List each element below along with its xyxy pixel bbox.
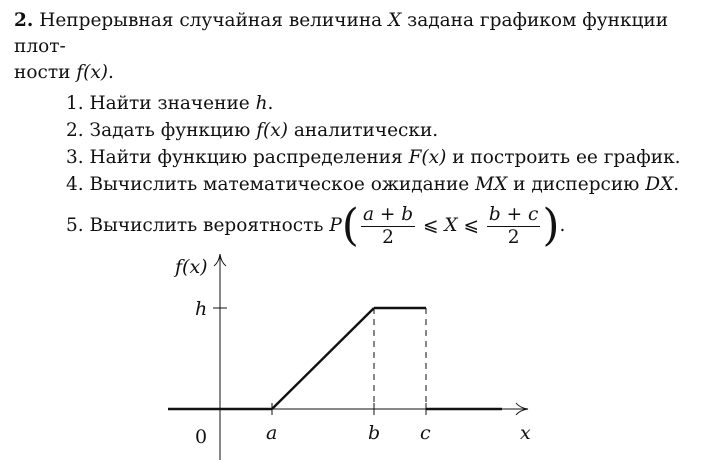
item-num: 2. xyxy=(66,120,84,141)
frac1-denominator: 2 xyxy=(361,226,415,249)
statement-suffix: . xyxy=(108,62,114,83)
prob-X: X xyxy=(444,215,458,236)
item-math2: DX xyxy=(645,174,674,195)
item-after: . xyxy=(559,215,566,236)
item-math: f(x) xyxy=(256,120,288,141)
x-axis-label: x xyxy=(520,422,531,444)
prob-P: P xyxy=(329,215,342,236)
item-text: Найти значение xyxy=(89,93,250,114)
statement-part1: Непрерывная случайная величина xyxy=(39,10,383,31)
item-text: Задать функцию xyxy=(89,120,251,141)
item-text: Вычислить вероятность xyxy=(89,215,324,236)
item-math: F(x) xyxy=(408,147,447,168)
item-num: 4. xyxy=(66,174,84,195)
x-label-c: c xyxy=(420,422,431,444)
statement-line2-prefix: ности xyxy=(14,62,71,83)
statement-f: f(x) xyxy=(76,62,109,83)
var-X: X xyxy=(388,10,402,31)
item-num: 3. xyxy=(66,147,84,168)
item-mid: и дисперсию xyxy=(513,174,640,195)
item-num: 5. xyxy=(66,215,84,236)
item-math: h xyxy=(255,93,268,114)
item-math: MX xyxy=(475,174,508,195)
item-num: 1. xyxy=(66,93,84,114)
item-after: и построить ее график. xyxy=(452,147,681,168)
rel2: ⩽ xyxy=(463,215,479,236)
item-after: . xyxy=(267,93,274,114)
frac2-denominator: 2 xyxy=(487,226,540,249)
item-after: . xyxy=(673,174,680,195)
x-label-b: b xyxy=(368,422,381,444)
rel1: ⩽ xyxy=(423,215,439,236)
origin-label: 0 xyxy=(195,426,208,448)
problem-number: 2. xyxy=(14,10,34,31)
x-label-a: a xyxy=(266,422,278,444)
item-after: аналитически. xyxy=(293,120,439,141)
frac2-numerator: b + c xyxy=(488,203,539,225)
y-axis-label: f(x) xyxy=(175,256,208,278)
item-text: Найти функцию распределения xyxy=(89,147,403,168)
statement-part2: задана графиком функции плот- xyxy=(14,10,669,57)
left-paren: ( xyxy=(341,200,359,251)
density-segment-rise xyxy=(272,308,374,409)
frac1-numerator: a + b xyxy=(362,203,414,225)
right-paren: ) xyxy=(542,200,560,251)
h-label: h xyxy=(195,298,208,320)
item-text: Вычислить математическое ожидание xyxy=(89,174,470,195)
